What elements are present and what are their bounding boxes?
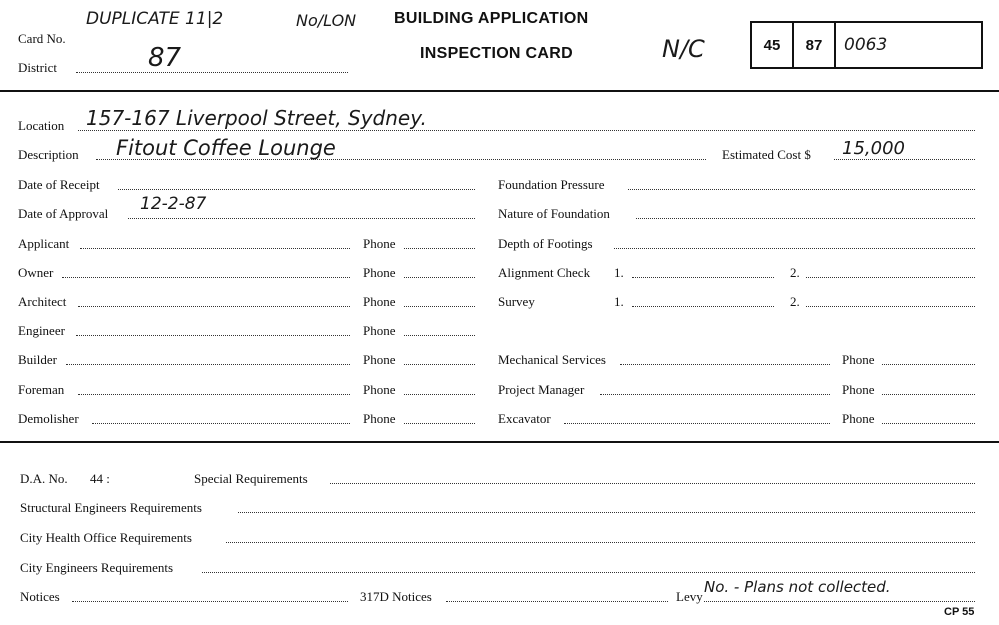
foreman-phone-line [404, 394, 475, 395]
alignment-1-line [632, 277, 774, 278]
phone-label: Phone [363, 323, 396, 338]
depth-footings-label: Depth of Footings [498, 236, 593, 251]
da-no-label: D.A. No. [20, 471, 68, 486]
architect-label: Architect [18, 294, 67, 309]
district-label: District [18, 60, 57, 75]
date-approval-line [128, 218, 475, 219]
notices-317d-label: 317D Notices [360, 589, 432, 604]
phone-label: Phone [842, 382, 875, 397]
mechanical-line [620, 364, 830, 365]
foreman-line [78, 394, 350, 395]
district-line [76, 72, 348, 73]
title-line1: BUILDING APPLICATION [394, 10, 589, 27]
phone-label: Phone [363, 236, 396, 251]
owner-phone-line [404, 277, 475, 278]
card-no-label: Card No. [18, 31, 66, 46]
card-no-handwritten: DUPLICATE 11|2 [86, 9, 224, 29]
description-label: Description [18, 147, 79, 162]
excavator-phone-line [882, 423, 975, 424]
notices-line [72, 601, 348, 602]
applicant-label: Applicant [18, 236, 70, 251]
architect-phone-line [404, 306, 475, 307]
date-receipt-line [118, 189, 475, 190]
date-approval-value: 12-2-87 [140, 194, 207, 214]
notices-label: Notices [20, 589, 60, 604]
estimated-cost-value: 15,000 [842, 138, 905, 159]
phone-label: Phone [363, 382, 396, 397]
demolisher-phone-line [404, 423, 475, 424]
card-number-box [750, 21, 983, 69]
phone-label: Phone [842, 352, 875, 367]
survey-2-label: 2. [790, 294, 800, 309]
survey-2-line [806, 306, 975, 307]
excavator-label: Excavator [498, 411, 551, 426]
location-label: Location [18, 118, 65, 133]
demolisher-label: Demolisher [18, 411, 79, 426]
structural-line [238, 512, 975, 513]
builder-line [66, 364, 350, 365]
builder-phone-line [404, 364, 475, 365]
mechanical-phone-line [882, 364, 975, 365]
engineer-label: Engineer [18, 323, 65, 338]
divider-top [0, 90, 999, 92]
architect-line [78, 306, 350, 307]
notices-317d-line [446, 601, 668, 602]
alignment-1-label: 1. [614, 265, 624, 280]
estimated-cost-line [834, 159, 975, 160]
alignment-check-label: Alignment Check [498, 265, 591, 280]
card-number-cell: 0063 [844, 35, 888, 55]
handwritten-note: No/LON [296, 11, 357, 30]
project-manager-label: Project Manager [498, 382, 585, 397]
nature-foundation-label: Nature of Foundation [498, 206, 610, 221]
city-health-line [226, 542, 975, 543]
levy-label: Levy [676, 589, 703, 604]
card-number-cell: 87 [794, 23, 836, 67]
applicant-line [80, 248, 350, 249]
levy-value: No. - Plans not collected. [704, 578, 891, 596]
builder-label: Builder [18, 352, 57, 367]
location-value: 157-167 Liverpool Street, Sydney. [86, 106, 427, 130]
nature-foundation-line [636, 218, 975, 219]
foundation-pressure-line [628, 189, 975, 190]
date-approval-label: Date of Approval [18, 206, 109, 221]
alignment-2-line [806, 277, 975, 278]
city-engineers-line [202, 572, 975, 573]
applicant-phone-line [404, 248, 475, 249]
alignment-2-label: 2. [790, 265, 800, 280]
survey-label: Survey [498, 294, 535, 309]
city-engineers-label: City Engineers Requirements [20, 560, 174, 575]
phone-label: Phone [363, 352, 396, 367]
demolisher-line [92, 423, 350, 424]
depth-footings-line [614, 248, 975, 249]
special-requirements-line [330, 483, 975, 484]
city-health-label: City Health Office Requirements [20, 530, 192, 545]
phone-label: Phone [842, 411, 875, 426]
owner-label: Owner [18, 265, 54, 280]
mechanical-label: Mechanical Services [498, 352, 606, 367]
form-code: CP 55 [944, 606, 975, 618]
levy-line [704, 601, 975, 602]
project-manager-line [600, 394, 830, 395]
engineer-phone-line [404, 335, 475, 336]
title-line2: INSPECTION CARD [420, 45, 573, 62]
phone-label: Phone [363, 265, 396, 280]
location-line [78, 130, 975, 131]
foundation-pressure-label: Foundation Pressure [498, 177, 605, 192]
card-number-cell: 45 [752, 23, 794, 67]
district-handwritten: 87 [148, 43, 182, 73]
nc-handwritten: N/C [662, 35, 705, 63]
engineer-line [76, 335, 350, 336]
special-requirements-label: Special Requirements [194, 471, 308, 486]
survey-1-line [632, 306, 774, 307]
da-no-value: 44 : [90, 471, 110, 486]
foreman-label: Foreman [18, 382, 65, 397]
phone-label: Phone [363, 294, 396, 309]
excavator-line [564, 423, 830, 424]
divider-middle [0, 441, 999, 443]
description-value: Fitout Coffee Lounge [116, 136, 336, 160]
owner-line [62, 277, 350, 278]
structural-label: Structural Engineers Requirements [20, 500, 202, 515]
date-receipt-label: Date of Receipt [18, 177, 100, 192]
phone-label: Phone [363, 411, 396, 426]
estimated-cost-label: Estimated Cost $ [722, 147, 811, 162]
project-manager-phone-line [882, 394, 975, 395]
survey-1-label: 1. [614, 294, 624, 309]
